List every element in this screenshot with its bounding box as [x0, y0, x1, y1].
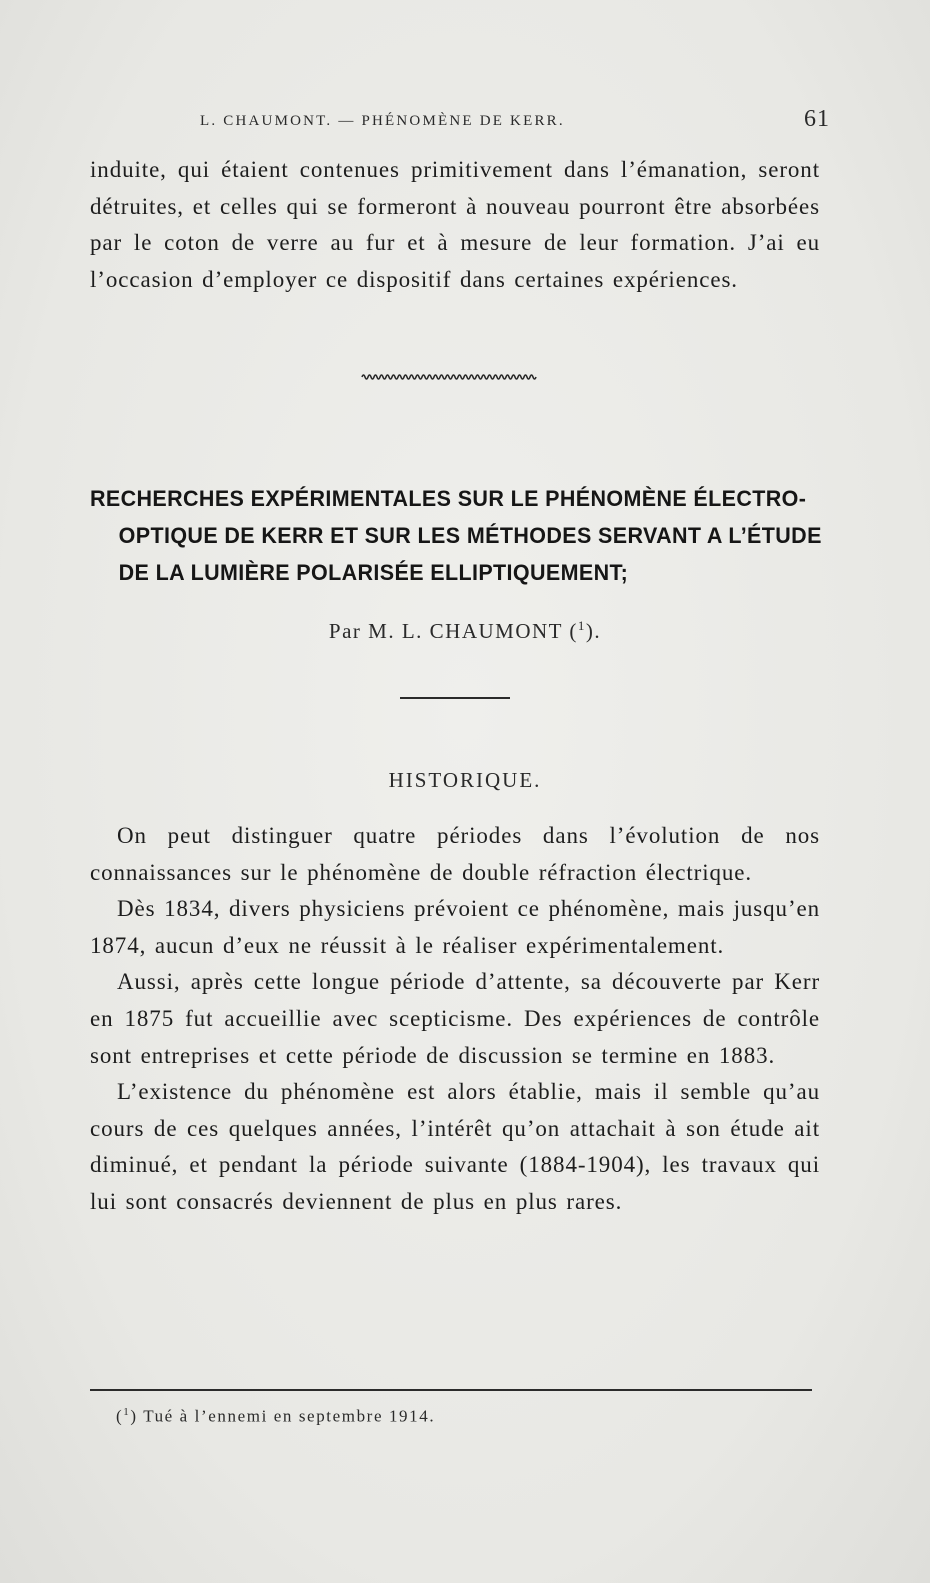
title-line-2: OPTIQUE DE KERR ET SUR LES MÉTHODES SERVANT A L’ÉTUDE [118, 523, 822, 548]
footnote: ($^1$) Tué à l’ennemi en septembre 1914. [116, 1406, 436, 1426]
footnote-rule [90, 1389, 812, 1391]
section-divider [400, 697, 510, 699]
continuation-paragraph: induite, qui étaient contenues primitivement dans l’émanation, seront détruites, et celles qui se formeront à nouveau pourront être absorbées par le coton de verre au fur et à mesure de leur formation. J’ai eu l’occasion d’employer ce dispositif dans certaines expériences. [90, 157, 820, 292]
footnote-text: Tué à l’ennemi en septembre 1914. [143, 1406, 436, 1426]
author-name: M. L. CHAUMONT [368, 619, 563, 643]
paragraph-4: L’existence du phénomène est alors établie, mais il semble qu’au cours de ces quelques années, l’intérêt qu’on attachait à son étude ait diminué, et pendant la période suivante (1884-1904), les travaux qui lui sont consacrés deviennent de plus en plus rares. [90, 1079, 820, 1214]
title-line-3: DE LA LUMIÈRE POLARISÉE ELLIPTIQUEMENT; [118, 560, 629, 585]
author-line: Par M. L. CHAUMONT ($^1$). [328, 618, 602, 643]
author-prefix: Par [328, 619, 362, 643]
title-line-1: RECHERCHES EXPÉRIMENTALES SUR LE PHÉNOMÈNE ÉLECTRO- [90, 486, 807, 511]
footnote-mark: 1 [123, 1406, 131, 1418]
paragraph-1: On peut distinguer quatre périodes dans l’évolution de nos connaissances sur le phénomène de double réfraction électrique. [90, 823, 820, 885]
page-number: 61 [804, 106, 830, 132]
paragraph-2: Dès 1834, divers physiciens prévoient ce phénomène, mais jusqu’en 1874, aucun d’eux ne réussit à le réaliser expérimentalement. [90, 896, 821, 958]
author-note-mark: 1 [577, 618, 586, 633]
section-heading: HISTORIQUE. [388, 768, 542, 792]
body-text [90, 818, 820, 1221]
paragraph-3: Aussi, après cette longue période d’attente, sa découverte par Kerr en 1875 fut accueillie avec scepticisme. Des expériences de contrôle sont entreprises et cette période de discussion se termine en 1883. [90, 969, 820, 1068]
wavy-separator [360, 368, 540, 386]
continuation-text [90, 152, 820, 298]
running-head-title: L. CHAUMONT. — PHÉNOMÈNE DE KERR. [200, 113, 565, 129]
article-title [90, 480, 820, 591]
